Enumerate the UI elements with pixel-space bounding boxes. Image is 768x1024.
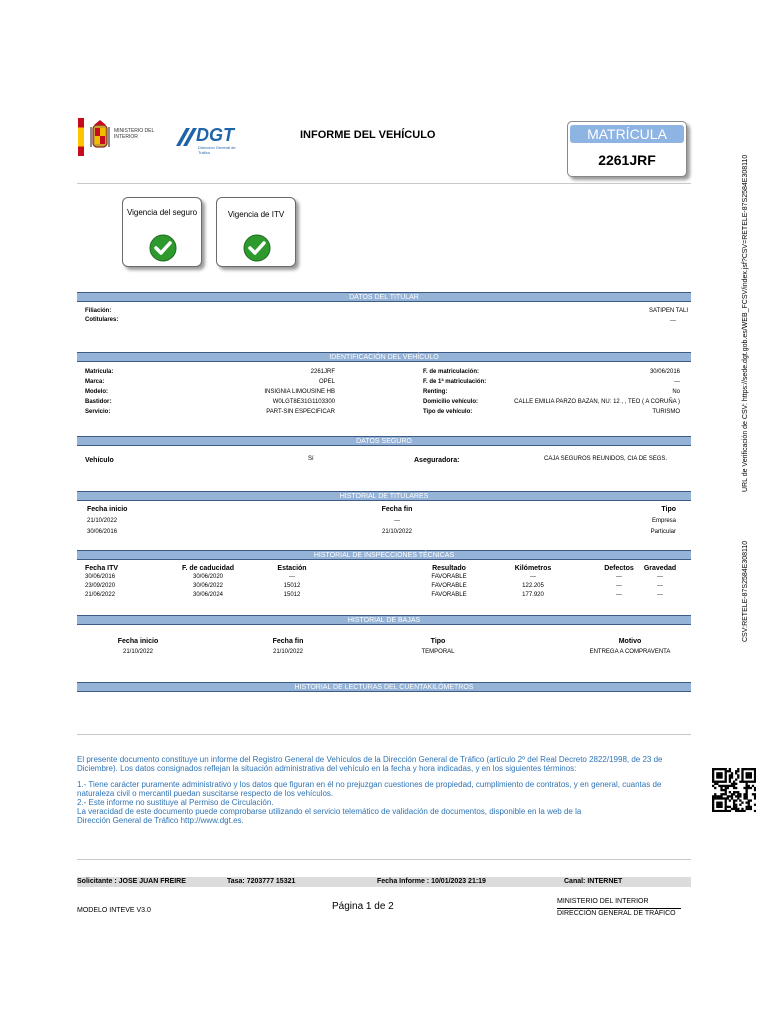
- vehicle-field-value: W0LGT8E31G1103300: [272, 399, 335, 405]
- table-cell: FAVORABLE: [431, 583, 467, 589]
- vehicle-field-label: Matrícula:: [85, 369, 114, 375]
- seguro-vehiculo-label: Vehículo: [85, 457, 114, 464]
- vehicle-field-label: Servicio:: [85, 409, 111, 415]
- legal-paragraph-3: 2.- Este informe no sustituye al Permiso de Circulación.: [77, 798, 274, 807]
- spain-government-logo: [78, 118, 164, 156]
- vehicle-field-value: TURISMO: [652, 409, 680, 415]
- footer-divider: [77, 859, 691, 860]
- table-cell: Particular: [650, 529, 676, 535]
- table-cell: Empresa: [651, 518, 676, 524]
- section-header-titular: DATOS DEL TITULAR: [77, 292, 691, 302]
- insurance-validity-label: Vigencia del seguro: [126, 208, 198, 217]
- filiacion-label: Filiación:: [85, 308, 112, 314]
- csv-code-text: CSV:RETELE-87S2584E308110: [742, 540, 749, 642]
- vehicle-field-label: Modelo:: [85, 389, 108, 395]
- vehicle-field-label: Domicilio vehículo:: [423, 399, 479, 405]
- section-header-vehiculo: IDENTIFICACIÓN DEL VEHÍCULO: [77, 352, 691, 362]
- section-header-bajas: HISTORIAL DE BAJAS: [77, 615, 691, 625]
- insurance-validity-card: [122, 197, 202, 267]
- table-cell: ---: [616, 574, 622, 580]
- table-cell: ---: [616, 592, 622, 598]
- table-cell: 21/10/2022: [87, 518, 118, 524]
- column-header: Fecha fin: [272, 638, 304, 645]
- column-header: Fecha inicio: [87, 506, 128, 513]
- column-header: Kilómetros: [514, 565, 552, 572]
- tasa-text: Tasa: 7203777 15321: [227, 878, 296, 885]
- table-cell: ---: [394, 518, 400, 524]
- table-cell: 30/06/2022: [192, 583, 224, 589]
- table-cell: 30/06/2016: [87, 529, 118, 535]
- qr-code-icon: [712, 768, 756, 812]
- table-cell: FAVORABLE: [431, 592, 467, 598]
- fecha-informe-text: Fecha Informe : 10/01/2023 21:19: [377, 878, 486, 885]
- section-header-hist-titulares: HISTORIAL DE TITULARES: [77, 491, 691, 501]
- ministry-text: MINISTERIO DEL INTERIOR: [114, 128, 155, 140]
- table-cell: 30/06/2016: [85, 574, 116, 580]
- table-cell: ---: [289, 574, 295, 580]
- plate-value: 2261JRF: [598, 152, 656, 168]
- legal-paragraph-4: La veracidad de este documento puede comprobarse utilizando el servicio telemático de validación de documentos, disponible en la web de la: [77, 807, 582, 816]
- aseguradora-label: Aseguradora:: [414, 457, 460, 464]
- table-cell: ---: [657, 574, 663, 580]
- flag-stripe-icon: [78, 118, 84, 156]
- table-cell: 30/06/2020: [192, 574, 224, 580]
- vehicle-field-value: ---: [674, 379, 680, 385]
- canal-text: Canal: INTERNET: [564, 878, 623, 885]
- table-cell: TEMPORAL: [421, 649, 455, 655]
- section-header-inspecciones: HISTORIAL DE INSPECCIONES TÉCNICAS: [77, 550, 691, 560]
- page-number: Página 1 de 2: [332, 901, 394, 912]
- table-cell: ENTREGA A COMPRAVENTA: [589, 649, 671, 655]
- vehicle-field-value: No: [672, 389, 680, 395]
- vehicle-field-value: INSIGNIA LIMOUSINE HB: [264, 389, 335, 395]
- dgt-logo: [170, 124, 240, 158]
- aseguradora-value: CAJA SEGUROS REUNIDOS, CIA DE SEGS.: [544, 456, 668, 462]
- column-header: Fecha fin: [381, 506, 413, 513]
- vehicle-field-label: Tipo de vehículo:: [423, 409, 473, 415]
- table-cell: 21/06/2022: [85, 592, 116, 598]
- table-cell: 15012: [283, 583, 301, 589]
- vehicle-field-value: CALLE EMILIA PARZO BAZAN, NU: 12 , , TEO ( A CORUÑA ): [514, 399, 680, 405]
- filiacion-value: SATIPEN TALI: [648, 308, 688, 314]
- section-header-lecturas: HISTORIAL DE LECTURAS DEL CUENTAKILÓMETROS: [77, 682, 691, 692]
- verification-url-text: URL de Verificación de CSV: https://sede.dgt.gob.es/WEB_FCSV/index.jsf?CSV=RETELE-87S2584E308110: [742, 154, 749, 492]
- dgt-subtitle: Dirección General de Tráfico: [198, 145, 236, 155]
- table-cell: ---: [616, 583, 622, 589]
- table-cell: 23/09/2020: [85, 583, 116, 589]
- vehicle-field-value: PART-SIN ESPECIFICAR: [266, 409, 335, 415]
- vehicle-field-label: Renting:: [423, 389, 448, 395]
- coat-of-arms-icon: [90, 119, 110, 155]
- seguro-vehiculo-value: Sí: [308, 456, 314, 462]
- cotitulares-label: Cotitulares:: [85, 317, 119, 323]
- column-header: Fecha inicio: [117, 638, 159, 645]
- table-cell: 15012: [283, 592, 301, 598]
- check-icon: [149, 234, 177, 262]
- footer-info-bar: [77, 877, 691, 887]
- plate-box: [567, 121, 687, 177]
- column-header: Estación: [277, 565, 307, 572]
- page-title: INFORME DEL VEHÍCULO: [300, 129, 436, 141]
- column-header: Resultado: [432, 565, 466, 572]
- table-cell: FAVORABLE: [431, 574, 467, 580]
- lecturas-divider: [77, 734, 691, 735]
- column-header: Gravedad: [643, 565, 677, 572]
- column-header: F. de caducidad: [181, 565, 235, 572]
- vehicle-field-label: F. de matriculación:: [423, 369, 480, 375]
- direccion-footer: DIRECCIÓN GENERAL DE TRÁFICO: [557, 910, 676, 917]
- vehicle-field-value: OPEL: [318, 379, 335, 385]
- itv-validity-card: [216, 197, 296, 267]
- legal-paragraph-1: El presente documento constituye un informe del Registro General de Vehículos de la Dirección General de Tráfico (artículo 2º del Real Decreto 2822/1998, de 23 de Diciembre). Los datos consignados reflejan la situación administrativa del vehículo en la fecha y hora indicadas, y en los siguientes términos:: [77, 755, 663, 773]
- dgt-logo-text: DGT: [196, 125, 234, 145]
- legal-text-block: [77, 755, 693, 825]
- legal-link-line[interactable]: Dirección General de Tráfico http://www.dgt.es.: [77, 816, 244, 825]
- modelo-text: MODELO INTEVE V3.0: [77, 907, 151, 914]
- column-header: Fecha ITV: [85, 565, 119, 572]
- vehicle-field-value: 30/06/2016: [649, 369, 680, 375]
- column-header: Defectos: [604, 565, 634, 572]
- section-header-seguro: DATOS SEGURO: [77, 436, 691, 446]
- table-cell: ---: [657, 592, 663, 598]
- table-cell: 30/06/2024: [192, 592, 224, 598]
- solicitante-text: Solicitante : JOSE JUAN FREIRE: [77, 878, 186, 885]
- table-cell: ---: [657, 583, 663, 589]
- table-cell: 21/10/2022: [381, 529, 413, 535]
- table-cell: ---: [530, 574, 536, 580]
- check-icon: [243, 234, 271, 262]
- table-cell: 21/10/2022: [272, 649, 304, 655]
- table-cell: 21/10/2022: [122, 649, 154, 655]
- vehicle-field-value: 2261JRF: [310, 369, 335, 375]
- vehicle-field-label: Bastidor:: [85, 399, 112, 405]
- column-header: Tipo: [661, 506, 676, 513]
- table-cell: 177.920: [522, 592, 544, 598]
- header-divider: [77, 183, 691, 184]
- legal-paragraph-2: 1.- Tiene carácter puramente administrativo y los datos que figuran en él no prejuzgan cuestiones de propiedad, cumplimiento de contratos, y en general, cuantas de naturaleza civil o mercantil puedan suscitarse respecto de los vehículos.: [77, 780, 662, 798]
- vehicle-field-label: F. de 1ª matriculación:: [423, 379, 487, 385]
- table-cell: 122.205: [522, 583, 544, 589]
- cotitulares-value: ---: [670, 318, 676, 324]
- vehicle-field-label: Marca:: [85, 379, 105, 385]
- footer-sign-line: [557, 908, 681, 909]
- column-header: Motivo: [618, 638, 642, 645]
- plate-label: MATRÍCULA: [570, 125, 684, 143]
- itv-validity-label: Vigencia de ITV: [227, 210, 285, 219]
- ministerio-footer: MINISTERIO DEL INTERIOR: [557, 898, 649, 905]
- column-header: Tipo: [430, 638, 446, 645]
